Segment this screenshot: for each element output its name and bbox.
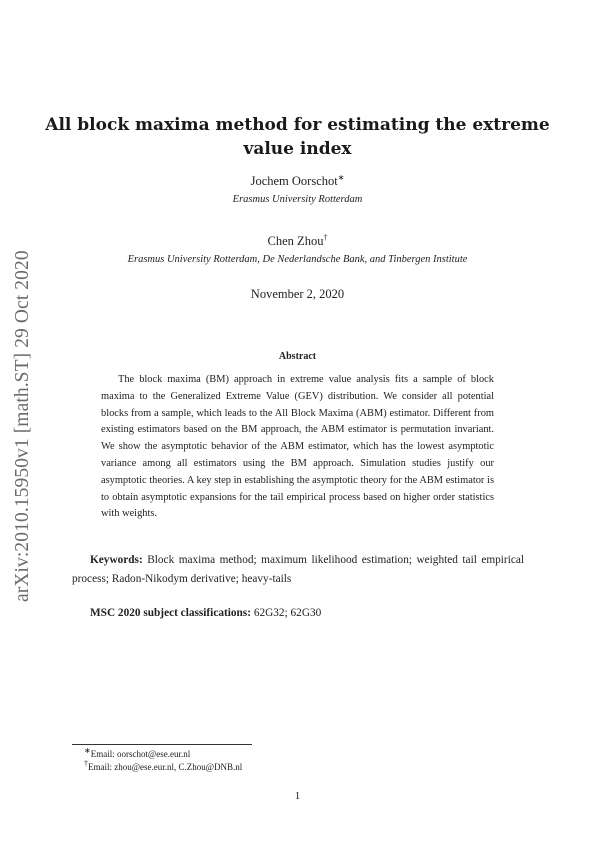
paper-date: November 2, 2020 bbox=[250, 287, 345, 301]
footnote-1-text: Email: oorschot@ese.eur.nl bbox=[90, 749, 191, 759]
keywords-text: Block maxima method; maximum likelihood estimation; weighted tail empirical process; Radon-Nikodym derivative; heavy-tails bbox=[72, 554, 525, 585]
abstract-heading: Abstract bbox=[278, 351, 317, 362]
keywords bbox=[72, 551, 524, 589]
author-2-mark: † bbox=[323, 232, 328, 242]
keywords-label: Keywords: bbox=[90, 554, 143, 566]
msc-classifications bbox=[90, 604, 321, 623]
msc-text: 62G32; 62G30 bbox=[253, 607, 322, 619]
author-1-name: Jochem Oorschot bbox=[250, 174, 338, 188]
footnote-divider bbox=[72, 744, 252, 745]
author-1-affiliation: Erasmus University Rotterdam bbox=[232, 194, 363, 205]
footnote-2-mark: † bbox=[84, 759, 88, 768]
footnote-2 bbox=[84, 761, 242, 773]
title-line-2: value index bbox=[243, 139, 352, 159]
arxiv-identifier: arXiv:2010.15950v1 [math.ST] 29 Oct 2020 bbox=[12, 250, 33, 602]
author-2-name: Chen Zhou bbox=[267, 234, 324, 248]
msc-label: MSC 2020 subject classifications: bbox=[90, 607, 251, 619]
footnote-2-text: Email: zhou@ese.eur.nl, C.Zhou@DNB.nl bbox=[88, 762, 243, 772]
footnote-1 bbox=[84, 748, 190, 760]
author-2-affiliation: Erasmus University Rotterdam, De Nederlandsche Bank, and Tinbergen Institute bbox=[127, 254, 468, 265]
footnote-1-mark: ∗ bbox=[84, 746, 91, 755]
author-1 bbox=[0, 174, 595, 189]
abstract-text: The block maxima (BM) approach in extreme value analysis fits a sample of block maxima to the Generalized Extreme Value (GEV) distribution. We consider all potential blocks from a sample, which leads to the All Block Maxima (ABM) estimator. Different from existing estimators based on the BM approach, the ABM estimator is permutation invariant. We show the asymptotic behavior of the ABM estimator, which has the lowest asymptotic variance among all estimators using the BM approach. Simulation studies justify our asymptotic theories. A key step in establishing the asymptotic theory for the ABM estimator is to obtain asymptotic expansions for the tail empirical process based on higher order statistics with weights. bbox=[101, 374, 494, 520]
author-1-mark: ∗ bbox=[337, 172, 345, 182]
paper-title bbox=[0, 113, 595, 161]
page-number: 1 bbox=[294, 790, 301, 802]
author-2 bbox=[0, 234, 595, 249]
title-line-1: All block maxima method for estimating the extreme bbox=[45, 115, 550, 135]
